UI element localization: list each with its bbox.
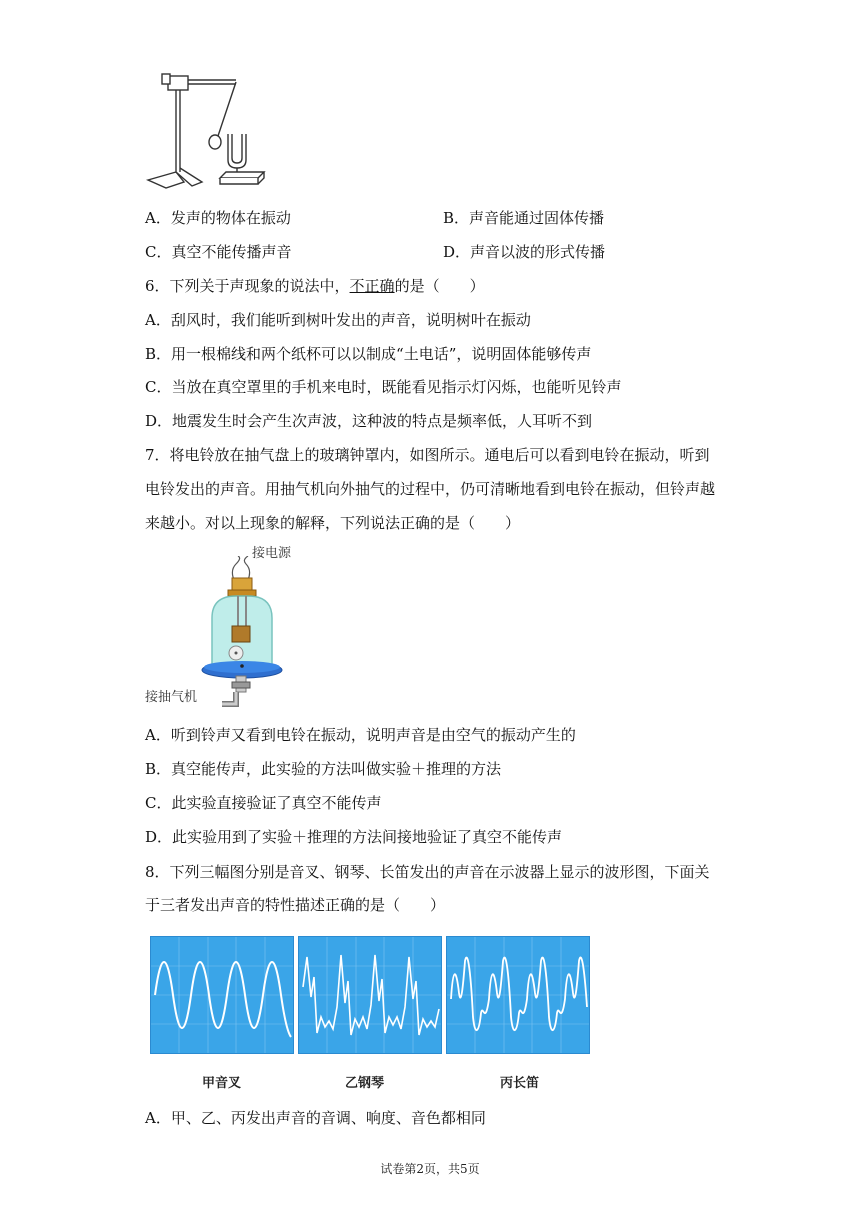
waveform-panel-flute (446, 936, 590, 1054)
q6-stem-text: 6．下列关于声现象的说法中， (145, 277, 350, 295)
q5-option-b: B．声音能通过固体传播 (443, 209, 605, 227)
bell-jar-figure (196, 556, 286, 716)
tuning-fork-wave (155, 962, 291, 1037)
q7-option-b: B．真空能传声，此实验的方法叫做实验＋推理的方法 (145, 760, 502, 778)
q7-stem-line-1: 7．将电铃放在抽气盘上的玻璃钟罩内，如图所示。通电后可以看到电铃在振动，听到 (145, 446, 710, 464)
q7-stem-line-2: 电铃发出的声音。用抽气机向外抽气的过程中，仍可清晰地看到电铃在振动，但铃声越 (145, 480, 716, 498)
q7-stem-line-3: 来越小。对以上现象的解释，下列说法正确的是（ ） (145, 514, 521, 532)
caption-flute: 丙长笛 (500, 1076, 540, 1091)
q7-option-d: D．此实验用到了实验＋推理的方法间接地验证了真空不能传声 (145, 828, 563, 846)
q7-option-c: C．此实验直接验证了真空不能传声 (145, 794, 382, 812)
waveform-tuning-fork (151, 937, 293, 1053)
q7-option-a: A．听到铃声又看到电铃在振动，说明声音是由空气的振动产生的 (145, 726, 576, 744)
q6-option-a: A．刮风时，我们能听到树叶发出的声音，说明树叶在振动 (145, 311, 531, 329)
q6-stem (145, 276, 485, 296)
q8-stem-line-1: 8．下列三幅图分别是音叉、钢琴、长笛发出的声音在示波器上显示的波形图，下面关 (145, 863, 710, 881)
waveform-panel-tuning-fork (150, 936, 294, 1054)
q8-stem-line-2: 于三者发出声音的特性描述正确的是（ ） (145, 896, 446, 914)
q8-option-a: A．甲、乙、丙发出声音的音调、响度、音色都相同 (145, 1109, 486, 1127)
waveform-piano (299, 937, 441, 1053)
q6-option-d: D．地震发生时会产生次声波，这种波的特点是频率低，人耳听不到 (145, 412, 593, 430)
q6-option-b: B．用一根棉线和两个纸杯可以以制成“土电话”，说明固体能够传声 (145, 345, 592, 363)
pump-label: 接抽气机 (145, 690, 198, 705)
waveform-panel-piano (298, 936, 442, 1054)
page-footer: 试卷第2页，共5页 (380, 1162, 480, 1176)
flute-wave (451, 957, 587, 1030)
caption-piano: 乙钢琴 (345, 1076, 385, 1091)
power-label: 接电源 (252, 546, 292, 561)
q5-option-d: D．声音以波的形式传播 (443, 243, 606, 261)
q6-stem-tail: 的是（ ） (394, 277, 485, 295)
q5-option-a: A．发声的物体在振动 (145, 209, 291, 227)
q6-option-c: C．当放在真空罩里的手机来电时，既能看见指示灯闪烁，也能听见铃声 (145, 378, 622, 396)
q6-stem-underlined: 不正确 (349, 277, 395, 295)
pendulum-tuning-fork-figure (140, 68, 270, 192)
caption-tuning-fork: 甲音叉 (202, 1076, 242, 1091)
q5-option-c: C．真空不能传播声音 (145, 243, 292, 261)
waveform-flute (447, 937, 589, 1053)
